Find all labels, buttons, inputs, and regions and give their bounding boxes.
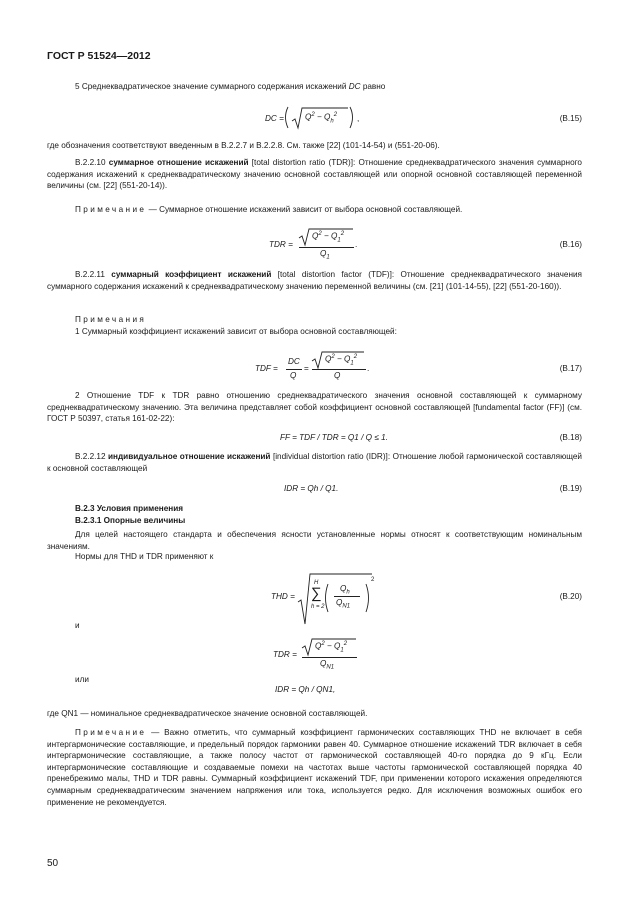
dc-intro: 5 Среднеквадратическое значение суммарного содержания искажений DC равно bbox=[75, 82, 386, 91]
equation-b19-number: (В.19) bbox=[559, 484, 582, 493]
section-b23: В.2.3 Условия применения bbox=[75, 504, 184, 513]
word-or: или bbox=[75, 675, 89, 684]
equation-b18-number: (В.18) bbox=[559, 433, 582, 442]
note-1: Примечание — Суммарное отношение искажений зависит от выбора основной составляющей. bbox=[75, 205, 463, 214]
note-2-2: 2 Отношение TDF к TDR равно отношению среднеквадратического значения основной составляющей к суммарному среднеквадратическому значению. Эта величина представляет собой коэффициент основной составляющей [fundamental factor (FF)] (см. ГОСТ Р 50397, статья 161-02-22): bbox=[47, 391, 582, 424]
standard-header: ГОСТ Р 51524—2012 bbox=[47, 50, 151, 62]
notes-label: Примечания bbox=[75, 315, 147, 324]
document-page: ГОСТ Р 51524—2012 5 Среднеквадратическое значение суммарного содержания искажений DC равно DC = $Q^2 - Q_h^2$ , (В.15) где обозначения соответствуют введенным в В.2.2.7 и В.2.2.8. См. также [22] (101-14-54) и (551-20-06). В.2.2.10 суммарное отношение искажений [total distortion ratio (TDR)]: Отношение среднеквадратического значения суммарного содержания искажений к среднеквадратическому значению основной составляющей или опорной основной составляющей переменной величины (см. [22] (551-20-14)). Примечание — Суммарное отношение искажений зависит от выбора основной составляющей. TDR = $Q^2 - Q_1^2$ $Q_1$ . (В.16) В.2.2.11 суммарный коэффициент искажений [total distortion factor (TDF)]: Отношение среднеквадратического значения суммарного содержания искажений к среднеквадратическому значению переменной величины (см. [21] (101-14-55), [22] (551-20-160)). Примечания 1 Суммарный коэффициент искажений зависит от выбора основной составляющей: TDF = DC Q = $Q^2 - Q_1^2$ Q . (В.17) 2 Отношение TDF к TDR равно отношению среднеквадратического значения основной составляющей к суммарному среднеквадратическому значению. Эта величина представляет собой коэффициент основной составляющей [fundamental factor (FF)] (см. ГОСТ Р 50397, статья 161-02-22): FF = TDF / TDR = Q1 / Q ≤ 1. (В.18) В.2.2.12 индивидуальное отношение искажений [individual distortion ratio (IDR)]: Отношение любой гармонической составляющей к основной составляющей IDR = Qh / Q1. (В.19) В.2.3 Условия применения В.2.3.1 Опорные величины Для целей настоящего стандарта и обеспечения ясности установленные нормы относят к соответствующим номинальным значениям. Нормы для THD и TDR применяют к THD = H ∑ h = 2 $Q_h$ $Q_{N1}$ 2 (В.20) и TDR = $Q^2 - Q_1^2$ $Q_{N1}$ или IDR = Qh / QN1, где QN1 — номинальное среднеквадратическое значение основной составляющей. Примечание — Важно отметить, что суммарный коэффициент гармонических составляющих THD не включает в себя интергармонические составляющие, и предельный порядок гармоники равен 40. Суммарное отношение искажений TDR включает в себя интергармонические составляющие, а также полосу частот от гармонической составляющей 40-го порядка до 9 кГц. Если интергармонические составляющие и создаваемые помехи на частотах выше частоты гармонической составляющей порядка 40 пренебрежимо малы, THD и TDR равны. Суммарный коэффициент искажений TDF, при применении которого искажения определяются суммарным среднеквадратическим значением напряжения или тока, используется редко. Для исключения возможных ошибок его применение не рекомендуется. 50 bbox=[47, 50, 582, 869]
where-line-2: где QN1 — номинальное среднеквадратическое значение основной составляющей. bbox=[47, 709, 368, 718]
equation-b19: IDR = Qh / Q1. bbox=[284, 484, 339, 493]
para-b2212: В.2.2.12 индивидуальное отношение искажений [individual distortion ratio (IDR)]: Отношение любой гармонической составляющей к основной составляющей bbox=[47, 452, 582, 473]
section-b231: В.2.3.1 Опорные величины bbox=[75, 516, 186, 525]
page-number: 50 bbox=[47, 858, 59, 869]
para-norms: Нормы для THD и TDR применяют к bbox=[75, 552, 214, 561]
word-and: и bbox=[75, 621, 80, 630]
note-3: Примечание — Важно отметить, что суммарный коэффициент гармонических составляющих THD не включает в себя интергармонические составляющие, и предельный порядок гармоники равен 40. Суммарное отношение искажений TDR включает в себя интергармонические составляющие, а также полосу частот от гармонической составляющей 40-го порядка до 9 кГц. Если интергармонические составляющие и создаваемые помехи на частотах выше частоты гармонической составляющей порядка 40 пренебрежимо малы, THD и TDR равны. Суммарный коэффициент искажений TDF, при применении которого искажения определяются суммарным среднеквадратическим значением напряжения или тока, используется редко. Для исключения возможных ошибок его применение не рекомендуется. bbox=[47, 728, 582, 807]
equation-b18: FF = TDF / TDR = Q1 / Q ≤ 1. bbox=[280, 433, 388, 442]
equation-idr-nominal: IDR = Qh / QN1, bbox=[275, 685, 336, 694]
para-b2211: В.2.2.11 суммарный коэффициент искажений [total distortion factor (TDF)]: Отношение среднеквадратического значения суммарного содержания искажений к среднеквадратическому значению переменной величины (см. [21] (101-14-55), [22] (551-20-160)). bbox=[47, 270, 582, 291]
note-2-1: 1 Суммарный коэффициент искажений зависит от выбора основной составляющей: bbox=[75, 327, 397, 336]
where-line-1: где обозначения соответствуют введенным в В.2.2.7 и В.2.2.8. См. также [22] (101-14-54) и (551-20-06). bbox=[47, 141, 440, 150]
para-b2210: В.2.2.10 суммарное отношение искажений [total distortion ratio (TDR)]: Отношение среднеквадратического значения суммарного содержания искажений к среднеквадратическому значению основной составляющей или опорной основной составляющей переменной величины (см. [22] (551-20-14)). bbox=[47, 158, 582, 191]
para-purpose: Для целей настоящего стандарта и обеспечения ясности установленные нормы относят к соответствующим номинальным значениям. bbox=[47, 530, 582, 551]
